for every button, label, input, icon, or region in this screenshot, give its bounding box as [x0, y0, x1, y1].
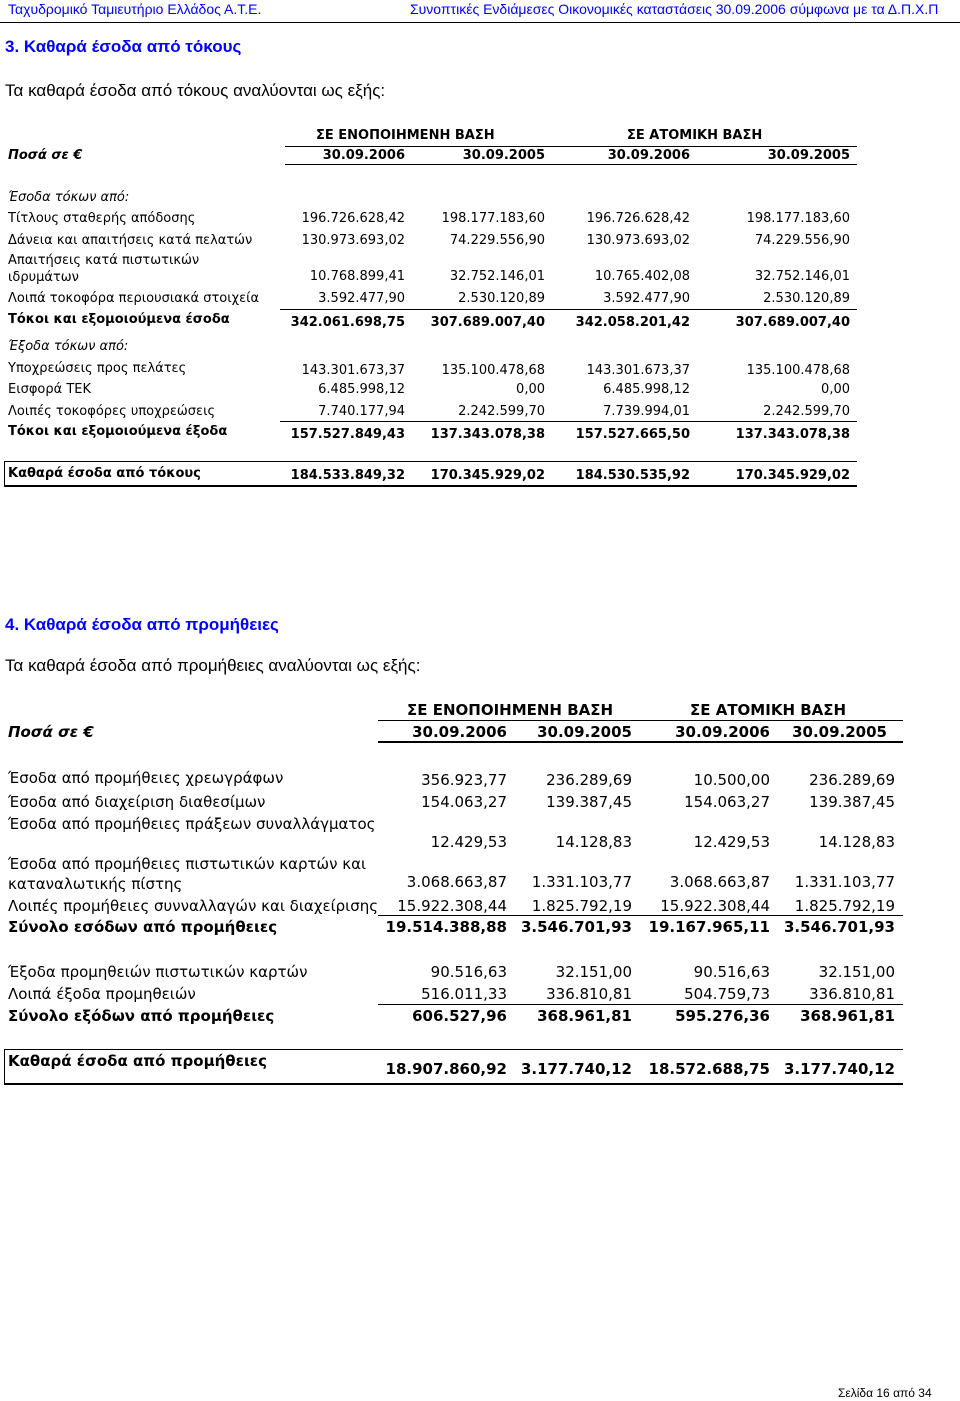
table-cell: 135.100.478,68 — [441, 363, 545, 378]
table-cell: 130.973.693,02 — [586, 233, 690, 248]
table-cell: 336.810,81 — [809, 985, 895, 1003]
section3-net-topline — [4, 461, 857, 462]
table-row-label: Έσοδα από προμήθειες χρεωγράφων — [8, 769, 284, 787]
section4-date-2: 30.09.2005 — [537, 723, 632, 741]
table-cell: 130.973.693,02 — [301, 233, 405, 248]
table-cell: 1.331.103,77 — [794, 873, 895, 891]
table-cell: 1.331.103,77 — [531, 873, 632, 891]
table-row-label-continued: ιδρυμάτων — [8, 270, 79, 285]
table-cell: 3.592.477,90 — [318, 291, 405, 306]
section3-expense-subtotal-line — [280, 421, 857, 422]
table-cell: 198.177.183,60 — [441, 211, 545, 226]
table-row-label: Λοιπά τοκοφόρα περιουσιακά στοιχεία — [8, 291, 260, 306]
table-cell: 32.151,00 — [555, 963, 632, 981]
table-cell: 2.242.599,70 — [763, 404, 850, 419]
table-cell: 137.343.078,38 — [430, 427, 545, 442]
table-cell: 157.527.665,50 — [575, 427, 690, 442]
table-cell: 6.485.998,12 — [603, 382, 690, 397]
section3-date-3: 30.09.2006 — [607, 148, 690, 163]
table-cell: 184.530.535,92 — [575, 468, 690, 483]
table-cell: 3.068.663,87 — [669, 873, 770, 891]
section4-expense-total-label: Σύνολο εξόδων από προμήθειες — [8, 1007, 275, 1025]
table-cell: 32.752.146,01 — [754, 269, 850, 284]
table-cell: 18.907.860,92 — [385, 1060, 507, 1078]
section4-expense-subtotal-line — [378, 1004, 903, 1005]
table-cell: 3.177.740,12 — [783, 1060, 895, 1078]
table-cell: 154.063,27 — [684, 793, 770, 811]
table-cell: 74.229.556,90 — [754, 233, 850, 248]
table-row-label: Έσοδα από διαχείριση διαθεσίμων — [8, 793, 266, 811]
table-cell: 3.068.663,87 — [406, 873, 507, 891]
header-report-title: Συνοπτικές Ενδιάμεσες Οικονομικές καταστάσεις 30.09.2006 σύμφωνα με τα Δ.Π.Χ.Π — [410, 1, 939, 17]
table-row-label: Απαιτήσεις κατά πιστωτικών — [8, 253, 200, 268]
section4-date-underline — [378, 741, 903, 743]
table-cell: 7.739.994,01 — [603, 404, 690, 419]
section4-net-topline — [4, 1049, 903, 1050]
section3-intro: Τα καθαρά έσοδα από τόκους αναλύονται ως εξής: — [5, 81, 386, 100]
section4-income-subtotal-line — [378, 915, 903, 916]
table-cell: 236.289,69 — [546, 771, 632, 789]
section3-amount-label: Ποσά σε € — [8, 148, 83, 163]
table-cell: 2.530.120,89 — [458, 291, 545, 306]
section4-net-label: Καθαρά έσοδα από προμήθειες — [8, 1052, 268, 1070]
table-cell: 19.514.388,88 — [385, 918, 507, 936]
table-cell: 1.825.792,19 — [794, 897, 895, 915]
section3-date-4: 30.09.2005 — [767, 148, 850, 163]
table-cell: 32.752.146,01 — [449, 269, 545, 284]
table-cell: 74.229.556,90 — [449, 233, 545, 248]
table-row-label: Λοιπές προμήθειες συνναλλαγών και διαχείρισης — [8, 897, 379, 915]
table-cell: 595.276,36 — [675, 1007, 770, 1025]
table-cell: 10.500,00 — [693, 771, 770, 789]
table-row-label: Δάνεια και απαιτήσεις κατά πελατών — [8, 233, 253, 248]
table-cell: 170.345.929,02 — [430, 468, 545, 483]
table-cell: 19.167.965,11 — [648, 918, 770, 936]
table-row-label: Λοιπές τοκοφόρες υποχρεώσεις — [8, 404, 216, 419]
table-cell: 18.572.688,75 — [648, 1060, 770, 1078]
section3-income-heading: Έσοδα τόκων από: — [8, 190, 130, 205]
table-cell: 504.759,73 — [684, 985, 770, 1003]
table-row-label: Τίτλους σταθερής απόδοσης — [8, 211, 196, 226]
section3-group-consolidated: ΣΕ ΕΝΟΠΟΙΗΜΕΝΗ ΒΑΣΗ — [316, 128, 495, 143]
table-cell: 1.825.792,19 — [531, 897, 632, 915]
section3-title: 3. Καθαρά έσοδα από τόκους — [5, 37, 242, 56]
table-cell: 157.527.849,43 — [290, 427, 405, 442]
section4-group-standalone: ΣΕ ΑΤΟΜΙΚΗ ΒΑΣΗ — [690, 701, 847, 719]
table-cell: 10.768.899,41 — [309, 269, 405, 284]
section4-date-3: 30.09.2006 — [675, 723, 770, 741]
table-cell: 336.810,81 — [546, 985, 632, 1003]
section4-amount-label: Ποσά σε € — [8, 723, 94, 741]
table-row-label: Έσοδα από προμήθειες πράξεων συναλλάγματος — [8, 815, 376, 833]
table-cell: 196.726.628,42 — [301, 211, 405, 226]
section4-date-4: 30.09.2005 — [792, 723, 887, 741]
section3-date-2: 30.09.2005 — [462, 148, 545, 163]
table-cell: 90.516,63 — [430, 963, 507, 981]
table-cell: 12.429,53 — [430, 833, 507, 851]
table-cell: 342.061.698,75 — [290, 315, 405, 330]
table-row-label: Εισφορά ΤΕΚ — [8, 382, 92, 397]
table-cell: 32.151,00 — [818, 963, 895, 981]
table-cell: 139.387,45 — [546, 793, 632, 811]
table-cell: 7.740.177,94 — [318, 404, 405, 419]
table-cell: 184.533.849,32 — [290, 468, 405, 483]
table-cell: 196.726.628,42 — [586, 211, 690, 226]
header-divider — [0, 22, 960, 23]
section3-net-label: Καθαρά έσοδα από τόκους — [8, 466, 201, 481]
table-cell: 143.301.673,37 — [586, 363, 690, 378]
table-cell: 307.689.007,40 — [735, 315, 850, 330]
section4-net-leftline — [4, 1049, 5, 1084]
section3-expense-total-label: Τόκοι και εξομοιούμενα έξοδα — [8, 424, 228, 439]
table-cell: 135.100.478,68 — [746, 363, 850, 378]
section3-group-underline — [285, 146, 857, 147]
table-cell: 3.177.740,12 — [520, 1060, 632, 1078]
table-cell: 2.242.599,70 — [458, 404, 545, 419]
table-cell: 10.765.402,08 — [594, 269, 690, 284]
table-row-label: Έξοδα προμηθειών πιστωτικών καρτών — [8, 963, 308, 981]
section3-income-total-label: Τόκοι και εξομοιούμενα έσοδα — [8, 312, 230, 327]
section3-net-leftline — [4, 461, 5, 486]
table-row-label: Λοιπά έξοδα προμηθειών — [8, 985, 196, 1003]
section3-date-underline — [285, 164, 857, 165]
table-row-label: Έσοδα από προμήθειες πιστωτικών καρτών και — [8, 855, 367, 873]
page-number: Σελίδα 16 από 34 — [838, 1386, 932, 1400]
table-cell: 3.592.477,90 — [603, 291, 690, 306]
section4-title: 4. Καθαρά έσοδα από προμήθειες — [5, 615, 279, 634]
section3-expense-heading: Έξοδα τόκων από: — [8, 339, 129, 354]
table-cell: 3.546.701,93 — [783, 918, 895, 936]
table-cell: 342.058.201,42 — [575, 315, 690, 330]
table-cell: 154.063,27 — [421, 793, 507, 811]
table-cell: 368.961,81 — [537, 1007, 632, 1025]
section3-date-1: 30.09.2006 — [322, 148, 405, 163]
section3-group-standalone: ΣΕ ΑΤΟΜΙΚΗ ΒΑΣΗ — [627, 128, 763, 143]
table-cell: 137.343.078,38 — [735, 427, 850, 442]
section3-net-bottomline — [4, 485, 857, 487]
section4-group-underline — [378, 720, 903, 721]
table-cell: 6.485.998,12 — [318, 382, 405, 397]
table-cell: 516.011,33 — [421, 985, 507, 1003]
table-cell: 3.546.701,93 — [520, 918, 632, 936]
table-cell: 15.922.308,44 — [660, 897, 770, 915]
section4-date-1: 30.09.2006 — [412, 723, 507, 741]
section4-income-total-label: Σύνολο εσόδων από προμήθειες — [8, 918, 278, 936]
table-cell: 139.387,45 — [809, 793, 895, 811]
table-cell: 198.177.183,60 — [746, 211, 850, 226]
table-row-label-continued: καταναλωτικής πίστης — [8, 875, 183, 893]
section3-income-subtotal-line — [280, 309, 857, 310]
table-cell: 15.922.308,44 — [397, 897, 507, 915]
header-company: Ταχυδρομικό Ταμιευτήριο Ελλάδος Α.Τ.Ε. — [8, 1, 262, 17]
table-cell: 0,00 — [821, 382, 850, 397]
section4-intro: Τα καθαρά έσοδα από προμήθειες αναλύονται ως εξής: — [5, 656, 421, 675]
table-cell: 14.128,83 — [555, 833, 632, 851]
table-cell: 90.516,63 — [693, 963, 770, 981]
table-cell: 143.301.673,37 — [301, 363, 405, 378]
table-cell: 236.289,69 — [809, 771, 895, 789]
table-cell: 356.923,77 — [421, 771, 507, 789]
table-cell: 2.530.120,89 — [763, 291, 850, 306]
table-row-label: Υποχρεώσεις προς πελάτες — [8, 361, 187, 376]
table-cell: 12.429,53 — [693, 833, 770, 851]
table-cell: 606.527,96 — [412, 1007, 507, 1025]
table-cell: 307.689.007,40 — [430, 315, 545, 330]
section4-net-bottomline — [4, 1083, 903, 1085]
table-cell: 0,00 — [516, 382, 545, 397]
section4-group-consolidated: ΣΕ ΕΝΟΠΟΙΗΜΕΝΗ ΒΑΣΗ — [407, 701, 614, 719]
table-cell: 368.961,81 — [800, 1007, 895, 1025]
table-cell: 170.345.929,02 — [735, 468, 850, 483]
table-cell: 14.128,83 — [818, 833, 895, 851]
